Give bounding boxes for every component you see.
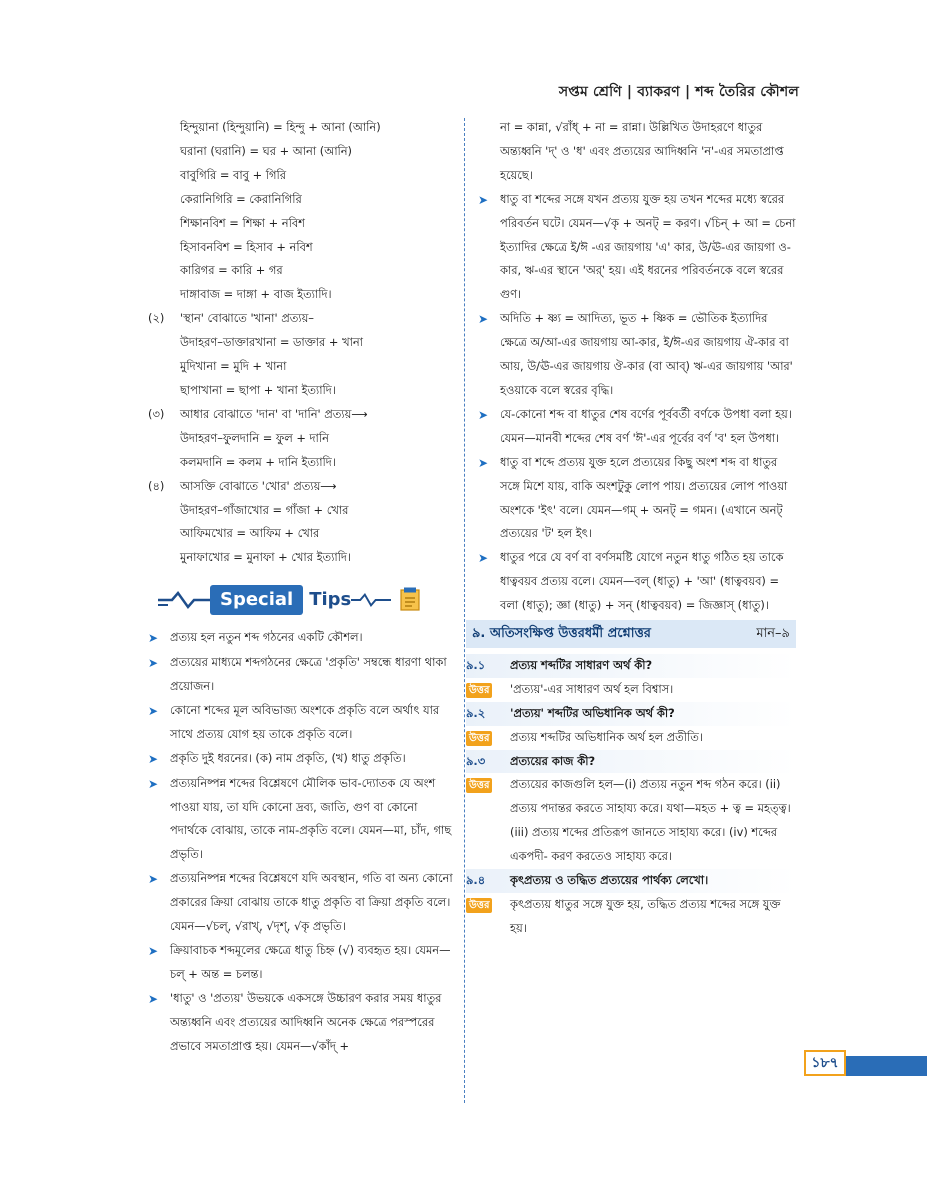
pointer-arrow-icon: ➤: [478, 551, 489, 566]
question-number: ৯.২: [466, 705, 486, 720]
answer-row: [466, 893, 796, 941]
rule-item: [478, 307, 796, 403]
example-line: উদাহরণ–ডাক্তারখানা = ডাক্তার + খানা: [180, 335, 363, 350]
rule-text: ধাতু বা শব্দের সঙ্গে যখন প্রত্যয় যুক্ত হয় তখন শব্দের মধ্যে স্বরের পরিবর্তন ঘটে। যেমন—√কৃ + অনট্‌ = করণ। √চিন্‌ + আ = চেনা ইত্যাদির ক্ষেত্রে ই/ঈ -এর জায়গায় 'এ' কার, উ/ঊ-এর জায়গা ও-কার, ঋ-এর স্থানে 'অর্‌' হয়। এই ধরনের পরিবর্তনকে বলে স্বরের গুণ।: [500, 191, 796, 302]
question-number: ৯.৩: [466, 753, 486, 768]
left-column: [148, 116, 453, 1059]
pointer-arrow-icon: ➤: [478, 192, 489, 207]
tip-item: [148, 747, 453, 772]
tip-item: [148, 651, 453, 699]
item-number: (৪): [148, 478, 165, 493]
page-number: ১৮৭: [804, 1050, 846, 1076]
answer-row: [466, 726, 796, 750]
question-row: [466, 869, 796, 893]
answer-text: 'প্রত্যয়'-এর সাধারণ অর্থ হল বিশ্বাস।: [510, 681, 674, 696]
tips-label: Tips: [309, 589, 352, 611]
rule-text: যে-কোনো শব্দ বা ধাতুর শেষ বর্ণের পূর্ববর্তী বর্ণকে উপধা বলা হয়। যেমন—মানবী শব্দের শেষ বর্ণ 'ঈ'-এর পূর্বের বর্ণ 'ব' হল উপধা।: [500, 406, 792, 445]
tip-item: [148, 939, 453, 987]
answer-text: প্রত্যয় শব্দটির অভিধানিক অর্থ হল প্রতীতি।: [510, 729, 703, 744]
special-label: Special: [210, 585, 303, 615]
example-line: হিন্দুয়ানা (হিন্দুয়ানি) = হিন্দু + আনা (আনি): [180, 120, 381, 134]
pointer-arrow-icon: ➤: [148, 656, 159, 671]
question-text: 'প্রত্যয়' শব্দটির অভিধানিক অর্থ কী?: [510, 705, 675, 720]
question-text: প্রত্যয় শব্দটির সাধারণ অর্থ কী?: [510, 657, 653, 672]
example-line: মুদিখানা = মুদি + খানা: [180, 359, 287, 374]
example-line: কারিগর = কারি + গর: [180, 263, 283, 278]
question-text: কৃৎপ্রত্যয় ও তদ্ধিত প্রত্যয়ের পার্থক্য লেখো।: [510, 873, 709, 888]
example-line: শিক্ষানবিশ = শিক্ষা + নবিশ: [180, 215, 305, 230]
pointer-arrow-icon: ➤: [478, 312, 489, 327]
pointer-arrow-icon: ➤: [148, 751, 159, 766]
answer-badge: উত্তর: [466, 731, 492, 746]
item-title: আধার বোঝাতে 'দান' বা 'দানি' প্রত্যয়⟶: [180, 406, 368, 421]
answer-badge: উত্তর: [466, 898, 492, 913]
question-text: প্রত্যয়ের কাজ কী?: [510, 753, 596, 768]
section-marks: মান–৯: [756, 626, 790, 642]
pointer-arrow-icon: ➤: [148, 944, 159, 958]
question-number: ৯.৪: [466, 873, 486, 888]
zigzag-decoration-icon: [351, 589, 391, 611]
pointer-arrow-icon: ➤: [478, 455, 489, 470]
example-line: কেরানিগিরি = কেরানিগিরি: [180, 191, 302, 206]
numbered-item: [148, 307, 453, 331]
tip-text: কোনো শব্দের মূল অবিভাজ্য অংশকে প্রকৃতি বলে অর্থাৎ যার সাথে প্রত্যয় যোগ হয় তাকে প্রকৃতি বলে।: [170, 702, 440, 741]
answer-text: প্রত্যয়ের কাজগুলি হল—(i) প্রত্যয় নতুন শব্দ গঠন করে। (ii) প্রত্যয় পদান্তর করতে সাহায্য করে। যথা—মহত + ত্ব = মহত্ত্ব। (iii) প্রত্যয় শব্দের প্রতিরূপ জানতে সাহায্য করে। (iv) শব্দের একপদী- করণ করতেও সাহায্য করে।: [510, 777, 791, 864]
answer-badge: উত্তর: [466, 778, 492, 793]
pointer-arrow-icon: ➤: [148, 703, 159, 718]
rule-item: [478, 546, 796, 618]
rule-text: অদিতি + ষ্ণ্য = আদিত্য, ভূত + ষ্ণিক = ভৌতিক ইত্যাদির ক্ষেত্রে অ/আ-এর জায়গায় আ-কার, ই/ঈ-এর জায়গায় ঐ-কার বা আয়, উ/ঊ-এর জায়গায় ঔ-কার (বা আব্‌) ঋ-এর জায়গায় 'আর' হওয়াকে বলে স্বরের বৃদ্ধি।: [500, 311, 793, 397]
question-row: [466, 702, 796, 726]
example-line: দাঙ্গাবাজ = দাঙ্গা + বাজ ইত্যাদি।: [180, 287, 332, 302]
numbered-item: [148, 475, 453, 499]
pointer-arrow-icon: ➤: [148, 631, 159, 646]
item-title: আসক্তি বোঝাতে 'খোর' প্রত্যয়⟶: [180, 478, 337, 493]
column-divider: [464, 118, 465, 1103]
item-number: (৩): [148, 406, 165, 421]
zigzag-decoration-icon: [158, 589, 210, 611]
document-icon: [397, 587, 423, 613]
tip-item: [148, 699, 453, 747]
answer-badge: উত্তর: [466, 683, 492, 698]
tip-text: প্রত্যয় হল নতুন শব্দ গঠনের একটি কৌশল।: [170, 630, 363, 645]
numbered-item: [148, 403, 453, 427]
pointer-arrow-icon: ➤: [478, 407, 489, 422]
answer-row: [466, 678, 796, 702]
answer-row: [466, 773, 796, 869]
tip-text: প্রত্যয়ের মাধ্যমে শব্দগঠনের ক্ষেত্রে 'প্রকৃতি' সম্বন্ধে ধারণা থাকা প্রয়োজন।: [170, 655, 447, 694]
rule-item: [478, 188, 796, 308]
example-line: ছাপাখানা = ছাপা + খানা ইত্যাদি।: [180, 382, 336, 397]
tip-item: [148, 867, 453, 939]
page-number-bar: [846, 1056, 927, 1076]
example-line: আফিমখোর = আফিম + খোর: [180, 526, 320, 541]
tip-text: 'ধাতু' ও 'প্রত্যয়' উভয়কে একসঙ্গে উচ্চারণ করার সময় ধাতুর অন্ত্যধ্বনি এবং প্রত্যয়ের আদিধ্বনি অনেক ক্ষেত্রে পরস্পরের প্রভাবে সমতাপ্রাপ্ত হয়। যেমন—√কাঁদ্‌ +: [170, 990, 442, 1053]
tip-text: ক্রিয়াবাচক শব্দমূলের ক্ষেত্রে ধাতু চিহ্ন (√) ব্যবহৃত হয়। যেমন—চল্‌ + অন্ত = চলন্ত।: [170, 943, 451, 981]
rule-text: ধাতু বা শব্দে প্রত্যয় যুক্ত হলে প্রত্যয়ের কিছু অংশ শব্দ বা ধাতুর সঙ্গে মিশে যায়, বাকি অংশটুকু লোপ পায়। প্রত্যয়ের লোপ পাওয়া অংশকে 'ইৎ' বলে। যেমন—গম্‌ + অনট্‌ = গমন। (এখানে অনট্‌ প্রত্যয়ের 'ট' হল ইৎ।: [500, 454, 788, 541]
tip-item: [148, 987, 453, 1059]
example-line: কলমদানি = কলম + দানি ইত্যাদি।: [180, 454, 336, 469]
tip-item: [148, 772, 453, 868]
question-row: [466, 654, 796, 678]
example-line: হিসাবনবিশ = হিসাব + নবিশ: [180, 239, 313, 254]
section-heading: [466, 620, 796, 648]
example-line: মুনাফাখোর = মুনাফা + খোর ইত্যাদি।: [180, 550, 351, 565]
tip-text: প্রকৃতি দুই ধরনের। (ক) নাম প্রকৃতি, (খ) ধাতু প্রকৃতি।: [170, 750, 406, 765]
continued-paragraph: না = কান্না, √রাঁধ্‌ + না = রান্না। উল্লিখিত উদাহরণে ধাতুর অন্ত্যধ্বনি 'দ্‌' ও 'ধ' এবং প্রত্যয়ের আদিধ্বনি 'ন'-এর সমতাপ্রাপ্ত হয়েছে।: [500, 120, 784, 182]
example-line: ঘরানা (ঘরানি) = ঘর + আনা (আনি): [180, 143, 352, 158]
rule-item: [478, 403, 796, 451]
answer-text: কৃৎপ্রত্যয় ধাতুর সঙ্গে যুক্ত হয়, তদ্ধিত প্রত্যয় শব্দের সঙ্গে যুক্ত হয়।: [510, 897, 781, 935]
example-line: বাবুগিরি = বাবু + গিরি: [180, 167, 287, 182]
right-column: [466, 116, 796, 941]
tip-text: প্রত্যয়নিষ্পন্ন শব্দের বিশ্লেষণে যদি অবস্থান, গতি বা অন্য কোনো প্রকারের ক্রিয়া বোঝায় তাকে ধাতু প্রকৃতি বা ক্রিয়া প্রকৃতি বলে। যেমন—√চল্‌, √রাখ্‌, √দৃশ্‌, √কৃ প্রভৃতি।: [170, 871, 453, 934]
question-number: ৯.১: [466, 657, 486, 672]
special-tips-banner: [158, 580, 453, 620]
tip-item: [148, 626, 453, 651]
example-line: উদাহরণ–ফুলদানি = ফুল + দানি: [180, 430, 329, 445]
item-title: 'স্থান' বোঝাতে 'খানা' প্রত্যয়–: [180, 311, 314, 326]
question-row: [466, 750, 796, 774]
pointer-arrow-icon: ➤: [148, 776, 159, 791]
item-number: (২): [148, 311, 165, 326]
running-header: সপ্তম শ্রেণি | ব্যাকরণ | শব্দ তৈরির কৌশল: [558, 84, 799, 100]
tip-text: প্রত্যয়নিষ্পন্ন শব্দের বিশ্লেষণে মৌলিক ভাব-দ্যোতক যে অংশ পাওয়া যায়, তা যদি কোনো দ্রব্য, জাতি, গুণ বা কোনো পদার্থকে বোঝায়, তাকে নাম-প্রকৃতি বলে। যেমন—মা, চাঁদ, গাছ প্রভৃতি।: [170, 775, 452, 862]
pointer-arrow-icon: ➤: [148, 872, 159, 887]
section-title: ৯. অতিসংক্ষিপ্ত উত্তরধর্মী প্রশ্নোত্তর: [472, 626, 651, 642]
pointer-arrow-icon: ➤: [148, 991, 159, 1006]
example-line: উদাহরণ–গাঁজাখোর = গাঁজা + খোর: [180, 502, 349, 517]
rule-item: [478, 451, 796, 547]
rule-text: ধাতুর পরে যে বর্ণ বা বর্ণসমষ্টি যোগে নতুন ধাতু গঠিত হয় তাকে ধাত্ববয়ব প্রত্যয় বলে। যেমন—বল্‌ (ধাতু) + 'আ' (ধাত্ববয়ব) = বলা (ধাতু); জ্ঞা (ধাতু) + সন্‌ (ধাত্ববয়ব) = জিজ্ঞাস্‌ (ধাতু)।: [500, 550, 784, 613]
